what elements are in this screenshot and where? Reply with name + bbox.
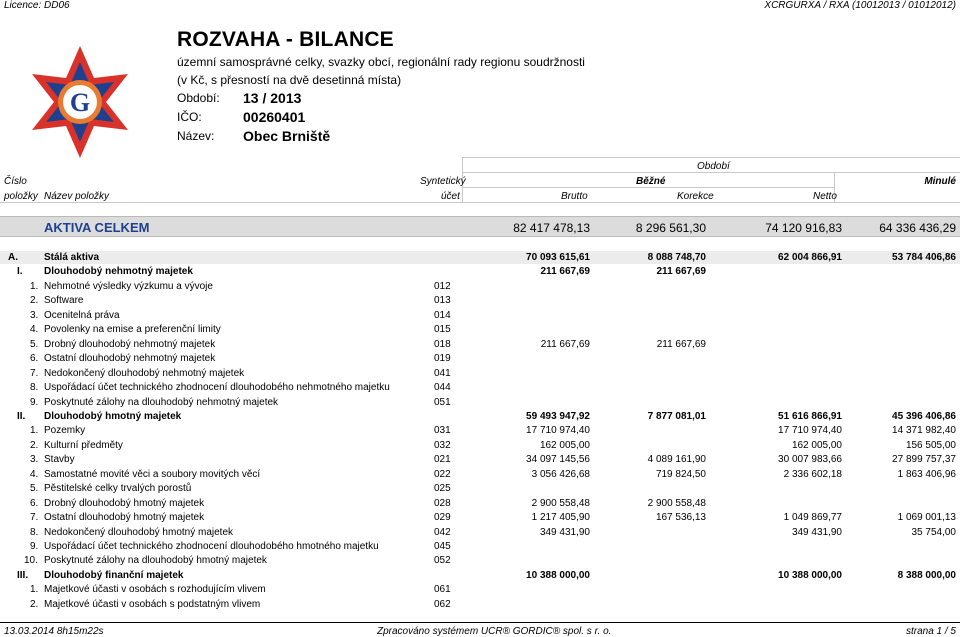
period-value: 13 / 2013 bbox=[243, 90, 302, 106]
row-account: 041 bbox=[434, 367, 451, 379]
row-number: 3. bbox=[30, 309, 39, 321]
table-row bbox=[0, 526, 960, 540]
row-netto: 17 710 974,40 bbox=[778, 425, 842, 437]
col-korekce: Korekce bbox=[677, 191, 714, 202]
table-row bbox=[0, 453, 960, 467]
row-minule: 156 505,00 bbox=[905, 439, 956, 451]
table-row bbox=[0, 540, 960, 554]
row-name: Stavby bbox=[44, 454, 75, 466]
subtitle-scope: územní samosprávné celky, svazky obcí, regionální rady regionu soudržnosti bbox=[177, 55, 585, 69]
row-netto: 162 005,00 bbox=[791, 439, 842, 451]
total-label: AKTIVA CELKEM bbox=[44, 220, 150, 235]
row-number: 7. bbox=[30, 512, 39, 524]
row-name: Pěstitelské celky trvalých porostů bbox=[44, 483, 192, 495]
col-ucet: účet bbox=[441, 191, 460, 202]
row-netto: 30 007 983,66 bbox=[778, 454, 842, 466]
top-bar bbox=[0, 0, 960, 13]
table-row bbox=[0, 482, 960, 496]
group-row bbox=[0, 569, 960, 583]
row-number: 3. bbox=[30, 454, 39, 466]
row-netto: 10 388 000,00 bbox=[778, 569, 842, 581]
col-obdobi: Období bbox=[697, 161, 730, 172]
row-name: Software bbox=[44, 295, 84, 307]
col-minule: Minulé bbox=[924, 176, 956, 187]
row-name: Ostatní dlouhodobý nehmotný majetek bbox=[44, 353, 216, 365]
table-row bbox=[0, 583, 960, 597]
footer-timestamp: 13.03.2014 8h15m22s bbox=[4, 626, 104, 637]
header-line-period bbox=[462, 172, 960, 173]
col-brutto: Brutto bbox=[561, 191, 588, 202]
row-account: 062 bbox=[434, 598, 451, 610]
row-number: 7. bbox=[30, 367, 39, 379]
row-minule: 35 754,00 bbox=[911, 526, 956, 538]
row-brutto: 3 056 426,68 bbox=[531, 468, 590, 480]
row-account: 061 bbox=[434, 584, 451, 596]
row-brutto: 70 093 615,61 bbox=[526, 252, 590, 263]
row-name: Poskytnuté zálohy na dlouhodobý hmotný majetek bbox=[44, 555, 267, 567]
row-name: Uspořádací účet technického zhodnocení dlouhodobého nehmotného majetku bbox=[44, 382, 390, 394]
row-number: 4. bbox=[30, 324, 39, 336]
group-row bbox=[0, 410, 960, 424]
subtitle-units: (v Kč, s přesností na dvě desetinná místa) bbox=[177, 73, 402, 87]
row-netto: 349 431,90 bbox=[791, 526, 842, 538]
row-name: Drobný dlouhodobý hmotný majetek bbox=[44, 497, 205, 509]
row-account: 022 bbox=[434, 468, 451, 480]
col-netto: Netto bbox=[813, 191, 837, 202]
total-minule: 64 336 436,29 bbox=[879, 221, 956, 235]
row-number: 2. bbox=[30, 295, 39, 307]
row-name: Dlouhodobý hmotný majetek bbox=[44, 410, 182, 422]
row-brutto: 10 388 000,00 bbox=[526, 569, 590, 581]
row-number: 9. bbox=[30, 541, 39, 552]
row-account: 025 bbox=[434, 483, 451, 495]
row-number: 5. bbox=[30, 338, 39, 350]
row-number: 1. bbox=[30, 425, 39, 437]
row-number: 1. bbox=[30, 584, 39, 596]
row-name: Pozemky bbox=[44, 425, 86, 437]
row-korekce: 4 089 161,90 bbox=[647, 454, 706, 466]
row-account: 044 bbox=[434, 382, 451, 394]
total-brutto: 82 417 478,13 bbox=[513, 221, 590, 235]
row-account: 013 bbox=[434, 295, 451, 307]
row-korekce: 211 667,69 bbox=[656, 266, 706, 278]
row-number: 6. bbox=[30, 353, 39, 365]
table-row bbox=[0, 294, 960, 308]
row-minule: 1 863 406,96 bbox=[897, 468, 956, 480]
row-brutto: 162 005,00 bbox=[539, 439, 590, 451]
row-netto: 1 049 869,77 bbox=[783, 512, 842, 524]
row-account: 028 bbox=[434, 497, 451, 509]
row-name: Nehmotné výsledky výzkumu a vývoje bbox=[44, 280, 213, 292]
row-number: 2. bbox=[30, 598, 39, 610]
row-brutto: 211 667,69 bbox=[540, 338, 590, 350]
table-row bbox=[0, 367, 960, 381]
row-account: 029 bbox=[434, 512, 451, 524]
row-name: Dlouhodobý nehmotný majetek bbox=[44, 266, 193, 278]
row-brutto: 59 493 947,92 bbox=[526, 410, 590, 422]
row-account: 042 bbox=[434, 526, 451, 538]
table-row bbox=[0, 338, 960, 352]
row-korekce: 167 536,13 bbox=[655, 512, 706, 524]
row-number: 8. bbox=[30, 382, 39, 394]
row-minule: 1 069 001,13 bbox=[897, 512, 956, 524]
row-name: Poskytnuté zálohy na dlouhodobý nehmotný majetek bbox=[44, 396, 279, 408]
total-korekce: 8 296 561,30 bbox=[635, 221, 706, 235]
row-korekce: 2 900 558,48 bbox=[647, 497, 706, 509]
row-brutto: 1 217 405,90 bbox=[531, 512, 590, 524]
row-name: Dlouhodobý finanční majetek bbox=[44, 569, 184, 581]
row-brutto: 349 431,90 bbox=[539, 526, 590, 538]
group-row bbox=[0, 265, 960, 279]
period-label: Období: bbox=[177, 91, 220, 105]
row-name: Nedokončený dlouhodobý nehmotný majetek bbox=[44, 367, 245, 379]
row-name: Povolenky na emise a preferenční limity bbox=[44, 324, 221, 336]
table-row bbox=[0, 309, 960, 323]
table-row bbox=[0, 381, 960, 395]
col-polozky: položky bbox=[4, 191, 38, 202]
table-row bbox=[0, 497, 960, 511]
row-number: 5. bbox=[30, 483, 39, 495]
licence-text: Licence: DD06 bbox=[4, 0, 70, 11]
row-name: Kulturní předměty bbox=[44, 439, 123, 451]
row-minule: 45 396 406,86 bbox=[892, 410, 956, 422]
table-row bbox=[0, 554, 960, 568]
row-name: Ocenitelná práva bbox=[44, 309, 120, 321]
row-minule: 14 371 982,40 bbox=[892, 425, 956, 437]
name-label: Název: bbox=[177, 129, 215, 143]
ico-label: IČO: bbox=[177, 110, 202, 124]
row-brutto: 2 900 558,48 bbox=[531, 497, 590, 509]
header-line-bottom bbox=[0, 202, 960, 203]
row-account: 019 bbox=[434, 353, 451, 365]
name-value: Obec Brniště bbox=[243, 128, 331, 144]
row-account: 014 bbox=[434, 309, 451, 321]
row-account: 012 bbox=[434, 280, 451, 292]
table-row bbox=[0, 280, 960, 294]
header-line-top bbox=[462, 157, 960, 158]
footer bbox=[0, 622, 960, 637]
row-account: 051 bbox=[434, 396, 451, 408]
row-netto: 62 004 866,91 bbox=[778, 252, 842, 263]
row-number: II. bbox=[17, 410, 26, 422]
row-account: 018 bbox=[434, 338, 451, 350]
row-number: I. bbox=[17, 266, 23, 278]
col-cislo: Číslo bbox=[4, 176, 27, 187]
row-number: 8. bbox=[30, 526, 39, 538]
row-netto: 51 616 866,91 bbox=[778, 410, 842, 422]
row-brutto: 211 667,69 bbox=[540, 266, 590, 278]
row-netto: 2 336 602,18 bbox=[783, 468, 842, 480]
row-korekce: 211 667,69 bbox=[656, 338, 706, 350]
row-korekce: 7 877 081,01 bbox=[647, 410, 706, 422]
row-minule: 53 784 406,86 bbox=[892, 252, 956, 263]
row-brutto: 17 710 974,40 bbox=[526, 425, 590, 437]
row-account: 032 bbox=[434, 439, 451, 451]
table-row bbox=[0, 468, 960, 482]
ico-value: 00260401 bbox=[243, 109, 306, 125]
row-name: Ostatní dlouhodobý hmotný majetek bbox=[44, 512, 205, 524]
row-number: 1. bbox=[30, 280, 39, 292]
page-title: ROZVAHA - BILANCE bbox=[177, 28, 394, 51]
row-brutto: 34 097 145,56 bbox=[526, 454, 590, 466]
table-row bbox=[0, 396, 960, 410]
row-account: 015 bbox=[434, 324, 451, 336]
table-row bbox=[0, 439, 960, 453]
row-minule: 8 388 000,00 bbox=[897, 569, 956, 581]
table-row bbox=[0, 511, 960, 525]
row-korekce: 8 088 748,70 bbox=[647, 252, 706, 263]
table-row bbox=[0, 323, 960, 337]
row-number: 4. bbox=[30, 468, 39, 480]
row-account: 052 bbox=[434, 555, 451, 567]
table-row bbox=[0, 352, 960, 366]
row-number: 10. bbox=[24, 555, 38, 567]
table-row bbox=[0, 598, 960, 612]
col-nazev: Název položky bbox=[44, 191, 110, 202]
row-korekce: 719 824,50 bbox=[655, 468, 706, 480]
row-number: A. bbox=[8, 252, 18, 263]
row-number: III. bbox=[17, 569, 29, 581]
row-number: 2. bbox=[30, 439, 39, 451]
row-account: 031 bbox=[434, 425, 451, 437]
header-line-bezne bbox=[462, 187, 834, 188]
row-name: Nedokončený dlouhodobý hmotný majetek bbox=[44, 526, 234, 538]
report-code: XCRGURXA / RXA (10012013 / 01012012) bbox=[764, 0, 956, 11]
col-bezne: Běžné bbox=[636, 176, 666, 187]
col-synteticky: Syntetický bbox=[420, 176, 466, 187]
row-name: Majetkové účasti v osobách s podstatným vlivem bbox=[44, 598, 261, 610]
row-account: 021 bbox=[434, 454, 451, 466]
total-netto: 74 120 916,83 bbox=[765, 221, 842, 235]
section-row bbox=[0, 251, 960, 264]
row-number: 6. bbox=[30, 497, 39, 509]
row-name: Stálá aktiva bbox=[44, 252, 100, 263]
footer-system: Zpracováno systémem UCR® GORDIC® spol. s r. o. bbox=[377, 626, 612, 637]
row-name: Majetkové účasti v osobách s rozhodujícím vlivem bbox=[44, 584, 266, 596]
row-number: 9. bbox=[30, 396, 39, 408]
row-name: Samostatné movité věci a soubory movitých věcí bbox=[44, 468, 261, 480]
footer-page: strana 1 / 5 bbox=[905, 626, 956, 637]
row-name: Uspořádací účet technického zhodnocení dlouhodobého hmotného majetku bbox=[44, 541, 379, 552]
svg-text:G: G bbox=[69, 88, 91, 117]
table-row bbox=[0, 424, 960, 438]
row-account: 045 bbox=[434, 541, 451, 552]
gordic-logo-icon bbox=[20, 42, 140, 162]
row-name: Drobný dlouhodobý nehmotný majetek bbox=[44, 338, 216, 350]
total-row bbox=[0, 216, 960, 237]
row-minule: 27 899 757,37 bbox=[892, 454, 956, 466]
